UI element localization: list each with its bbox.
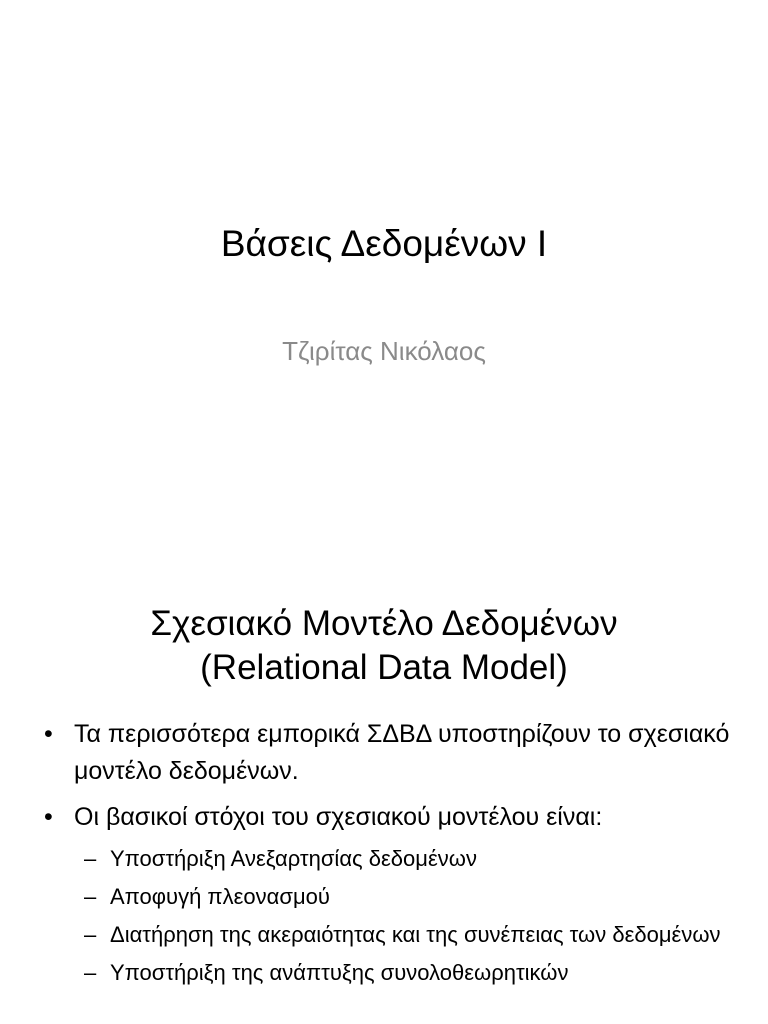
content-slide bbox=[0, 576, 768, 1024]
sub-bullet-marker: – bbox=[84, 884, 97, 909]
bullet-list bbox=[44, 716, 734, 995]
bullet-item bbox=[44, 799, 734, 836]
slide-heading bbox=[0, 602, 768, 690]
sub-bullet-marker: – bbox=[84, 922, 97, 947]
slide-heading-line-2: (Relational Data Model) bbox=[200, 648, 568, 687]
slide-heading-line-1: Σχεσιακό Μοντέλο Δεδομένων bbox=[150, 604, 618, 643]
bullet-marker: • bbox=[44, 720, 53, 748]
sub-bullet-list bbox=[44, 843, 734, 989]
bullet-text: Οι βασικοί στόχοι του σχεσιακού μοντέλου είναι: bbox=[74, 803, 603, 831]
bullet-marker: • bbox=[44, 803, 53, 831]
sub-bullet-text: Διατήρηση της ακεραιότητας και της συνέπειας των δεδομένων bbox=[110, 922, 721, 947]
sub-bullet-marker: – bbox=[84, 960, 97, 985]
sub-bullet-text: Υποστήριξη Ανεξαρτησίας δεδομένων bbox=[110, 846, 477, 871]
sub-bullet-item bbox=[44, 957, 734, 989]
slide-title: Βάσεις Δεδομένων Ι bbox=[220, 223, 548, 264]
bullet-item bbox=[44, 716, 734, 790]
sub-bullet-text: Υποστήριξη της ανάπτυξης συνολοθεωρητικών bbox=[110, 960, 569, 985]
sub-bullet-item bbox=[44, 919, 734, 951]
sub-bullet-marker: – bbox=[84, 846, 97, 871]
slide-subtitle-author: Τζιρίτας Νικόλαος bbox=[282, 336, 486, 366]
bullet-text: Τα περισσότερα εμπορικά ΣΔΒΔ υποστηρίζουν το σχεσιακό μοντέλο δεδομένων. bbox=[74, 720, 730, 785]
sub-bullet-item bbox=[44, 843, 734, 875]
sub-bullet-text: Αποφυγή πλεονασμού bbox=[110, 884, 330, 909]
sub-bullet-item bbox=[44, 881, 734, 913]
